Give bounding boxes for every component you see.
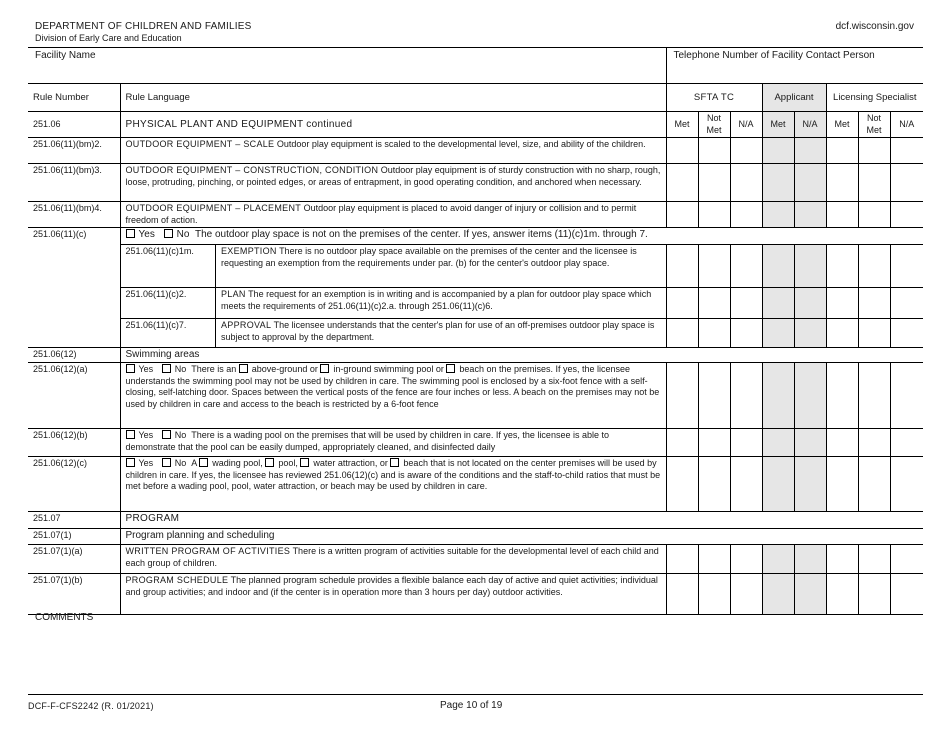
rule-title: APPROVAL [221,320,272,330]
check-cell[interactable] [890,574,923,615]
rule-text: The licensee understands that the center's plan for use of an off-premises outdoor play space is subject to approval by the department. [221,320,655,342]
yes-label: Yes [138,458,154,468]
applicant-na-header: N/A [794,112,826,138]
rule-number: 251.06(11)(bm)2. [28,138,120,164]
option-label: in-ground swimming pool or [333,364,444,374]
rule-number: 251.06(12) [28,348,120,363]
check-cell[interactable] [698,164,730,202]
table-row [28,348,923,363]
rule-language [120,228,923,245]
check-cell[interactable] [666,457,698,512]
col-rule-number: Rule Number [28,84,120,112]
check-cell[interactable] [858,574,890,615]
check-cell[interactable] [698,574,730,615]
above-ground-checkbox[interactable] [239,364,248,373]
check-cell[interactable] [794,363,826,429]
comments-label: COMMENTS [35,612,94,623]
table-row [28,288,923,319]
check-cell[interactable] [794,138,826,164]
check-cell[interactable] [794,457,826,512]
option-label: above-ground or [251,364,318,374]
check-cell[interactable] [890,288,923,319]
rule-number: 251.07(1)(a) [28,545,120,574]
facility-phone-field[interactable] [666,48,923,84]
option-label: water attraction, or [313,458,388,468]
check-cell[interactable] [762,288,794,319]
check-cell[interactable] [794,429,826,457]
check-cell[interactable] [858,245,890,288]
sub-rule-language [216,319,666,347]
check-cell[interactable] [826,319,858,348]
rule-text: Outdoor play equipment is of sturdy construction with no sharp, rough, loose, protruding, pinching, or pointed edges, or areas of entrapment, in good operating condition, and anchored when necessary. [125,165,661,187]
check-cell[interactable] [890,164,923,202]
rule-number: 251.06 [28,112,120,138]
check-cell[interactable] [666,202,698,228]
no-label: No [174,430,187,440]
sub-rule-number: 251.06(11)(c)2. [121,288,216,318]
no-checkbox[interactable] [162,430,171,439]
rule-title: EXEMPTION [221,246,277,256]
rule-language [120,429,666,457]
no-checkbox[interactable] [164,229,173,238]
wading-pool-checkbox[interactable] [199,458,208,467]
division-name: Division of Early Care and Education [35,33,182,43]
yes-label: Yes [138,364,154,374]
pool-checkbox[interactable] [265,458,274,467]
check-cell[interactable] [826,164,858,202]
table-row [28,545,923,574]
rule-number: 251.06(12)(c) [28,457,120,512]
rule-text: licensee is able to demonstrate that the pool can be easily dumped, appropriately cleaned, and disinfected daily [125,430,609,452]
check-cell[interactable] [762,429,794,457]
check-cell[interactable] [762,138,794,164]
rule-number: 251.07(1) [28,529,120,545]
check-cell[interactable] [794,288,826,319]
check-cell[interactable] [890,457,923,512]
section-title: Program planning and scheduling [120,529,923,545]
sfta-not-met-header: Not Met [698,112,730,138]
check-cell[interactable] [730,138,762,164]
check-cell[interactable] [826,545,858,574]
check-cell[interactable] [890,545,923,574]
check-cell[interactable] [762,574,794,615]
check-cell[interactable] [730,429,762,457]
check-cell[interactable] [826,363,858,429]
check-cell[interactable] [858,429,890,457]
rule-language [120,202,666,228]
rule-language [120,457,666,512]
check-cell[interactable] [666,429,698,457]
sub-rule-language [216,245,666,287]
no-label: No [174,458,187,468]
col-licensing: Licensing Specialist [826,84,923,112]
sub-rule-language [216,288,666,318]
rule-number: 251.06(11)(bm)4. [28,202,120,228]
rule-text: There is no outdoor play space available on the premises of the center and the licensee is requesting an exemption from the requirements under par. (b) for the center's outdoor play space. [221,246,637,268]
rule-language [120,574,666,615]
check-cell[interactable] [794,545,826,574]
facility-name-label: Facility Name [35,50,96,61]
check-cell[interactable] [762,545,794,574]
rule-text: center premises will be used by children in care. If yes, the licensee has reviewed 251.06(12)(c) and is aware of the conditions and the staff-to-child ratios that must be met before a wading pool, pool, water attraction, or beach may be used by children in care. [125,458,661,491]
check-cell[interactable] [666,545,698,574]
check-cell[interactable] [730,545,762,574]
sub-rule-number: 251.06(11)(c)1m. [121,245,216,287]
check-cell[interactable] [730,288,762,319]
rule-language [120,363,666,429]
rule-title: PROGRAM SCHEDULE [125,575,229,585]
sub-rule-number: 251.06(11)(c)7. [121,319,216,347]
col-sfta: SFTA TC [666,84,762,112]
sub-rule [120,288,666,319]
table-row [28,138,923,164]
check-cell[interactable] [730,245,762,288]
sfta-met-header: Met [666,112,698,138]
sub-rule [120,319,666,348]
check-cell[interactable] [890,245,923,288]
rule-number: 251.06(11)(c) [28,228,120,348]
check-cell[interactable] [858,363,890,429]
check-cell[interactable] [794,574,826,615]
check-cell[interactable] [762,363,794,429]
check-cell[interactable] [762,245,794,288]
check-cell[interactable] [890,429,923,457]
check-cell[interactable] [698,138,730,164]
rule-text: premises. If yes, the licensee understands the swimming pool may not be used by children in care. The swimming pool is enclosed by a six-foot fence with a self-closing, self-latching door. Spaces between the vertical posts of the fence are four inches or less. A beach on the premises may not be used by children in care and access to the beach is restricted by a 6-foot fence [125,364,660,409]
check-cell[interactable] [826,202,858,228]
rule-text: Outdoor play equipment is scaled to the developmental level, size, and ability of the children. [276,139,646,149]
check-cell[interactable] [858,164,890,202]
table-row [28,164,923,202]
facility-info [28,47,923,84]
beach-checkbox[interactable] [390,458,399,467]
option-label: pool, [278,458,298,468]
yes-label: Yes [138,430,154,440]
check-cell[interactable] [794,319,826,348]
no-label: No [176,229,190,240]
rule-language [120,164,666,202]
check-cell[interactable] [698,363,730,429]
yes-checkbox[interactable] [126,430,135,439]
table-row [28,363,923,429]
no-label: No [174,364,187,374]
no-checkbox[interactable] [162,364,171,373]
check-cell[interactable] [890,319,923,348]
table-row [28,228,923,245]
check-cell[interactable] [666,288,698,319]
check-cell[interactable] [826,574,858,615]
rule-text: There is an [191,364,237,374]
yes-checkbox[interactable] [126,229,135,238]
rules-table [28,83,923,615]
check-cell[interactable] [730,164,762,202]
department-name: DEPARTMENT OF CHILDREN AND FAMILIES [35,21,252,32]
rule-number: 251.07(1)(b) [28,574,120,615]
licensing-na-header: N/A [890,112,923,138]
table-row [28,529,923,545]
rule-text: Outdoor play equipment is placed to avoid danger of injury or collision and to permit freedom of action. [125,203,637,225]
check-cell[interactable] [698,245,730,288]
col-applicant: Applicant [762,84,826,112]
licensing-not-met-header: Not Met [858,112,890,138]
website[interactable]: dcf.wisconsin.gov [835,21,914,32]
check-cell[interactable] [666,245,698,288]
check-cell[interactable] [794,245,826,288]
check-cell[interactable] [666,363,698,429]
check-cell[interactable] [858,138,890,164]
table-row [28,112,923,138]
sfta-na-header: N/A [730,112,762,138]
check-cell[interactable] [858,288,890,319]
form-id: DCF-F-CFS2242 (R. 01/2021) [28,701,154,711]
rule-language [120,138,666,164]
check-cell[interactable] [762,457,794,512]
rule-text: There is a written program of activities suitable for the developmental level of each child and each group of children. [125,546,659,568]
check-cell[interactable] [698,202,730,228]
option-label: beach on the [459,364,512,374]
applicant-met-header: Met [762,112,794,138]
col-rule-language: Rule Language [120,84,666,112]
check-cell[interactable] [762,202,794,228]
check-cell[interactable] [730,457,762,512]
table-row [28,245,923,288]
rule-title: OUTDOOR EQUIPMENT – SCALE [125,139,275,149]
check-cell[interactable] [698,288,730,319]
rule-language [120,545,666,574]
check-cell[interactable] [698,545,730,574]
check-cell[interactable] [826,138,858,164]
check-cell[interactable] [890,363,923,429]
check-cell[interactable] [794,164,826,202]
section-title: Swimming areas [120,348,923,363]
check-cell[interactable] [730,363,762,429]
rule-text: The request for an exemption is in writing and is accompanied by a plan for outdoor play space which meets the requirements of 251.06(11)(c)2.a. through 251.06(11)(c)6. [221,289,652,311]
check-cell[interactable] [826,245,858,288]
check-cell[interactable] [826,288,858,319]
no-checkbox[interactable] [162,458,171,467]
rule-title: OUTDOOR EQUIPMENT – CONSTRUCTION, CONDITION [125,165,379,175]
table-row [28,574,923,615]
check-cell[interactable] [890,202,923,228]
table-row [28,457,923,512]
check-cell[interactable] [730,202,762,228]
rule-number: 251.06(11)(bm)3. [28,164,120,202]
check-cell[interactable] [666,319,698,348]
rule-title: PLAN [221,289,246,299]
in-ground-checkbox[interactable] [320,364,329,373]
yes-checkbox[interactable] [126,364,135,373]
rule-title: OUTDOOR EQUIPMENT – PLACEMENT [125,203,302,213]
check-cell[interactable] [698,319,730,348]
page-number: Page 10 of 19 [440,700,503,711]
sub-rule [120,245,666,288]
check-cell[interactable] [730,319,762,348]
rule-text: There is a wading pool on the premises that will be used by children in care. If yes, the [191,430,535,440]
option-label: beach that is not located on the [403,458,529,468]
check-cell[interactable] [826,457,858,512]
yes-checkbox[interactable] [126,458,135,467]
rule-text: A [191,458,197,468]
check-cell[interactable] [666,164,698,202]
check-cell[interactable] [858,319,890,348]
check-cell[interactable] [826,429,858,457]
footer-divider [28,694,923,695]
check-cell[interactable] [730,574,762,615]
check-cell[interactable] [698,457,730,512]
check-cell[interactable] [858,545,890,574]
check-cell[interactable] [858,202,890,228]
section-title: PHYSICAL PLANT AND EQUIPMENT continued [120,112,666,138]
rule-text: The outdoor play space is not on the premises of the center. If yes, answer items (11)(c)1m. through 7. [194,229,648,240]
yes-label: Yes [138,229,155,240]
table-row [28,202,923,228]
check-cell[interactable] [698,429,730,457]
check-cell[interactable] [666,574,698,615]
check-cell[interactable] [762,164,794,202]
option-label: wading pool, [212,458,263,468]
rule-number: 251.07 [28,512,120,529]
rule-number: 251.06(12)(a) [28,363,120,429]
check-cell[interactable] [890,138,923,164]
rule-title: WRITTEN PROGRAM OF ACTIVITIES [125,546,291,556]
beach-checkbox[interactable] [446,364,455,373]
water-attraction-checkbox[interactable] [300,458,309,467]
table-row [28,429,923,457]
rule-number: 251.06(12)(b) [28,429,120,457]
table-row [28,319,923,348]
rule-text: The planned program schedule provides a flexible balance each day of active and quiet activities; individual and group activities; and indoor and (if the center is in operation more than 3 hours per day) outdoor activities. [125,575,658,597]
licensing-met-header: Met [826,112,858,138]
table-row [28,512,923,529]
facility-name-field[interactable] [28,48,666,84]
check-cell[interactable] [794,202,826,228]
check-cell[interactable] [666,138,698,164]
section-title: PROGRAM [120,512,923,529]
facility-phone-label: Telephone Number of Facility Contact Person [673,50,875,61]
check-cell[interactable] [762,319,794,348]
check-cell[interactable] [858,457,890,512]
